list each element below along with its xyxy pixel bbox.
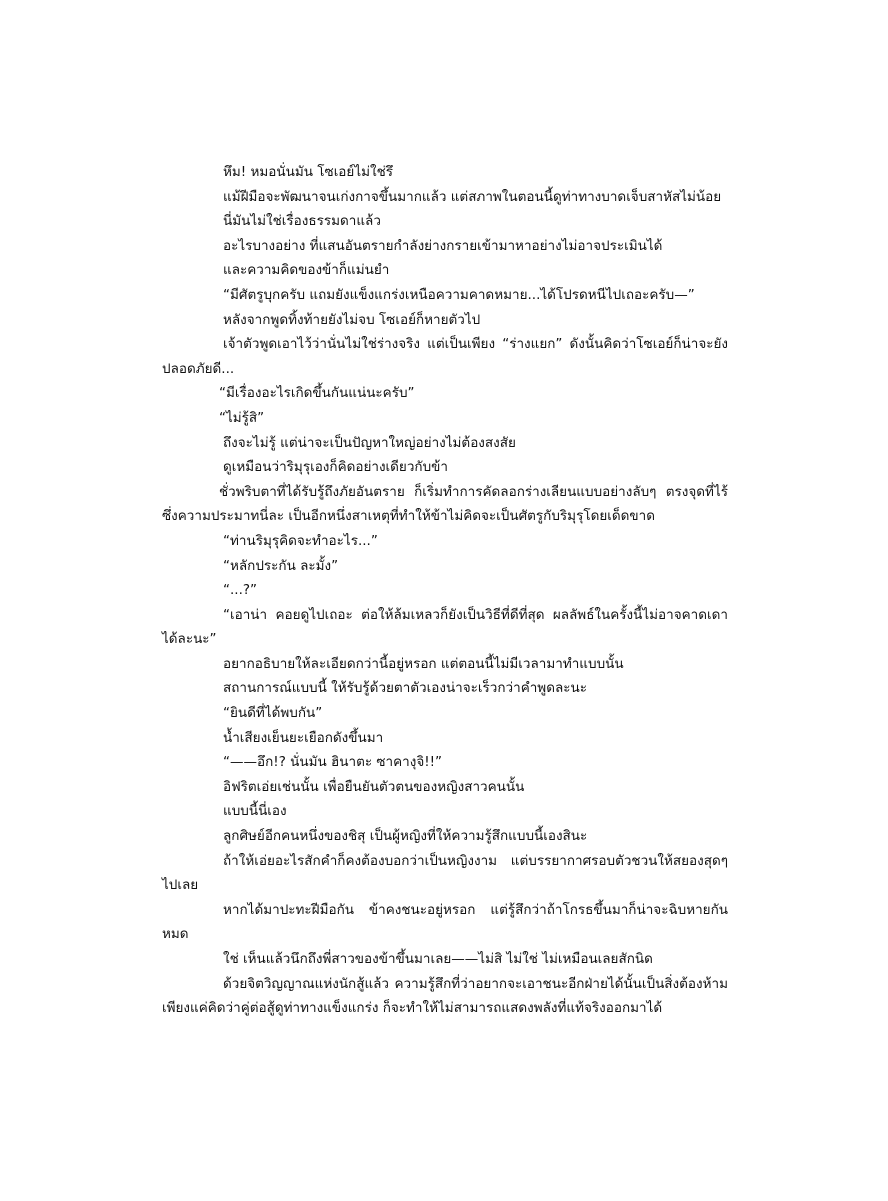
document-body (162, 160, 728, 1021)
paragraph: “ยินดีที่ได้พบกัน” (223, 705, 323, 722)
paragraph: หากได้มาปะทะฝีมือกัน ข้าคงชนะอยู่หรอก แต่รู้สึกว่าถ้าโกรธขึ้นมาก็น่าจะฉิบหายกันหมด (162, 901, 728, 943)
paragraph: เจ้าตัวพูดเอาไว้ว่านั่นไม่ใช่ร่างจริง แต่เป็นเพียง “ร่างแยก” ดังนั้นคิดว่าโซเอย์ก็น่าจะยังปลอดภัยดี... (162, 336, 728, 377)
paragraph: อะไรบางอย่าง ที่แสนอันตรายกำลังย่างกรายเข้ามาหาอย่างไม่อาจประเมินได้ (223, 237, 663, 254)
paragraph: ถึงจะไม่รู้ แต่น่าจะเป็นปัญหาใหญ่อย่างไม่ต้องสงสัย (223, 434, 516, 451)
paragraph: อิฟริตเอ่ยเช่นนั้น เพื่อยืนยันตัวตนของหญิงสาวคนนั้น (223, 778, 525, 795)
paragraph: “เอาน่า คอยดูไปเถอะ ต่อให้ล้มเหลวก็ยังเป็นวิธีที่ดีที่สุด ผลลัพธ์ในครั้งนี้ไม่อาจคาดเดาได้ละนะ” (162, 606, 728, 648)
paragraph: ด้วยจิตวิญญาณแห่งนักสู้แล้ว ความรู้สึกที่ว่าอยากจะเอาชนะอีกฝ่ายได้นั้นเป็นสิ่งต้องห้าม เพียงแค่คิดว่าคู่ต่อสู้ดูท่าทางแข็งแกร่ง ก็จะทำให้ไม่สามารถแสดงพลังที่แท้จริงออกมาได้ (162, 975, 728, 1017)
paragraph: “ไม่รู้สิ” (219, 409, 265, 426)
paragraph: ชั่วพริบตาที่ได้รับรู้ถึงภัยอันตราย ก็เริ่มทำการคัดลอกร่างเลียนแบบอย่างลับๆ ตรงจุดที่ไร้ซึ่งความประมาทนี่ละ เป็นอีกหนึ่งสาเหตุที่ทำให้ข้าไม่คิดจะเป็นศัตรูกับริมุรุโดยเด็ดขาด (162, 483, 728, 525)
paragraph: น้ำเสียงเย็นยะเยือกดังขึ้นมา (223, 729, 384, 746)
paragraph: แบบนี้นี่เอง (223, 803, 287, 820)
paragraph: ใช่ เห็นแล้วนึกถึงพี่สาวของข้าขึ้นมาเลย——ไม่สิ ไม่ใช่ ไม่เหมือนเลยสักนิด (223, 951, 653, 967)
paragraph: หลังจากพูดทิ้งท้ายยังไม่จบ โซเอย์ก็หายตัวไป (223, 311, 481, 328)
paragraph: สถานการณ์แบบนี้ ให้รับรู้ด้วยตาตัวเองน่าจะเร็วกว่าคำพูดละนะ (223, 680, 587, 697)
paragraph: ถ้าให้เอ่ยอะไรสักคำก็คงต้องบอกว่าเป็นหญิงงาม แต่บรรยากาศรอบตัวชวนให้สยองสุดๆไปเลย (162, 852, 728, 894)
paragraph: ลูกศิษย์อีกคนหนึ่งของชิสุ เป็นผู้หญิงที่ให้ความรู้สึกแบบนี้เองสินะ (223, 828, 588, 845)
paragraph: อยากอธิบายให้ละเอียดกว่านี้อยู่หรอก แต่ตอนนี้ไม่มีเวลามาทำแบบนั้น (223, 655, 624, 672)
paragraph: “ท่านริมุรุคิดจะทำอะไร...” (223, 532, 378, 549)
paragraph: และความคิดของข้าก็แม่นยำ (223, 262, 390, 279)
paragraph: “...?” (223, 582, 258, 599)
paragraph: แม้ฝีมือจะพัฒนาจนเก่งกาจขึ้นมากแล้ว แต่สภาพในตอนนี้ดูท่าทางบาดเจ็บสาหัสไม่น้อย (223, 188, 722, 205)
paragraph: “——อึก!? นั่นมัน ฮินาตะ ซาคางุจิ!!” (223, 754, 443, 771)
paragraph: หึม! หมอนั่นมัน โซเอย์ไม่ใช่รึ (223, 164, 394, 180)
paragraph: “มีศัตรูบุกครับ แถมยังแข็งแกร่งเหนือความคาดหมาย...ได้โปรดหนีไปเถอะครับ—” (223, 286, 695, 303)
paragraph: “มีเรื่องอะไรเกิดขึ้นกันแน่นะครับ” (219, 385, 415, 402)
paragraph: “หลักประกัน ละมั้ง” (223, 557, 339, 574)
paragraph: นี่มันไม่ใช่เรื่องธรรมดาแล้ว (223, 213, 381, 230)
paragraph: ดูเหมือนว่าริมุรุเองก็คิดอย่างเดียวกับข้า (223, 459, 448, 476)
